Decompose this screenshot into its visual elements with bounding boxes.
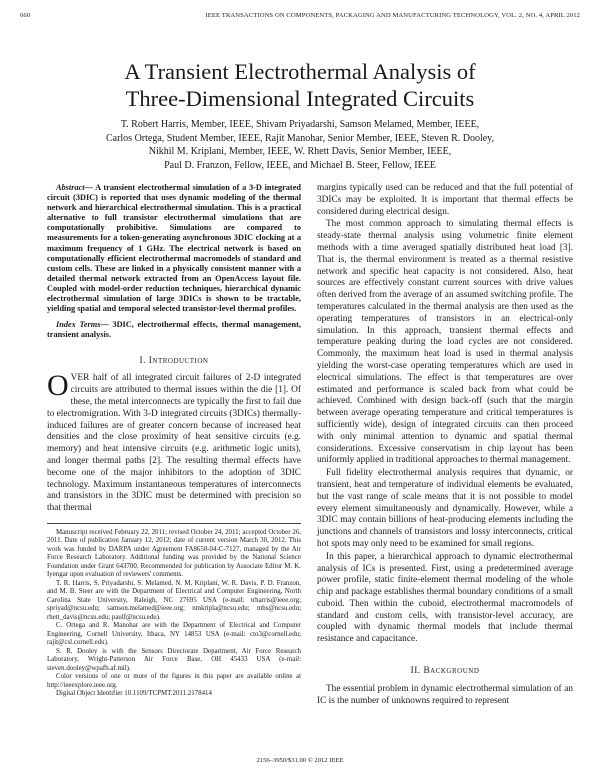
drop-cap: O: [47, 369, 69, 403]
author-line-3: Nikhil M. Kriplani, Member, IEEE, W. Rhett Davis, Senior Member, IEEE,: [148, 146, 452, 157]
left-column: [47, 183, 301, 699]
author-line-2: Carlos Ortega, Student Member, IEEE, Rajit Manohar, Senior Member, IEEE, Steven R. Dooley,: [105, 132, 495, 144]
section-heading-introduction: I. Introduction: [139, 356, 209, 367]
footnote-rule: [47, 523, 301, 524]
index-terms: Index Terms— 3DIC, electrothermal effects, thermal management, transient analysis.: [47, 320, 301, 340]
footnote-affiliation-ncsu: T. R. Harris, S. Priyadarshi, S. Melamed, N. M. Kriplani, W. R. Davis, P. D. Franzon, and M. B. Steer are with the Department of Electrical and Computer Engineering, North Carolina State University, Raleigh, NC 27695 USA (e-mail: trharris@ieee.org; spriyad@ncsu.edu; samson.melamed@ieee.org; nmkripla@ncsu.edu; mbs@ncsu.edu; rhett_davis@ncsu.edu; paulf@ncsu.edu).: [47, 579, 301, 621]
right-column: [317, 183, 573, 708]
index-terms-text: 3DIC, electrothermal effects, thermal management, transient analysis.: [47, 320, 301, 340]
footnote-affiliation-cornell: C. Ortega and R. Manohar are with the Department of Electrical and Computer Engineering, Cornell University, Ithaca, NY 14853 USA (e-mail: cto3@cornell.edu; rajit@csl.cornell.edu).: [47, 622, 301, 647]
author-line-1: T. Robert Harris, Member, IEEE, Shivam Priyadarshi, Samson Melamed, Member, IEEE,: [120, 119, 480, 130]
intro-lead-word: VER: [70, 373, 90, 384]
abstract: Abstract— A transient electrothermal simulation of a 3-D integrated circuit (3DIC) is reported that uses dynamic modeling of the thermal network and hierarchical electrothermal simulation. This is a practical alternative to full transistor electrothermal simulations that are computationally prohibitive. Simulations are compared to measurements for a token-generating asynchronous 3DIC clocking at a maximum frequency of 1 GHz. The electrical network is based on computationally efficient electrothermal macromodels of standard and custom cells. These are linked in a physically consistent manner with a detailed thermal network extracted from an OpenAccess layout file. Coupled with model-order reduction techniques, hierarchical dynamic electrothermal simulation of large 3DICs is shown to be tractable, yielding spatial and temporal selected transistor-level thermal profiles.: [47, 183, 301, 314]
footnotes: [47, 529, 301, 699]
footnote-manuscript: Manuscript received February 22, 2011; revised October 24, 2011; accepted October 26, 2011. Date of publication January 12, 2012; date of current version March 30, 2012. This work was funded by DARPA under Agreement FA8650-04-C-7127, managed by the Air Force Research Laboratory. Additional funding was provided by the National Science Foundation under Grant 643700. Recommended for publication by Associate Editor M. K. Iyengar upon evaluation of reviewers' comments.: [47, 528, 301, 579]
page-number: 660: [20, 12, 31, 19]
author-line-4: Paul D. Franzon, Fellow, IEEE, and Michael B. Steer, Fellow, IEEE: [164, 159, 436, 171]
paper-title: [0, 58, 600, 112]
intro-paragraph: [47, 369, 301, 515]
footnote-color-versions: Color versions of one or more of the figures in this paper are available online at http://ieeexplore.ieee.org.: [47, 673, 301, 689]
author-list: [40, 118, 560, 172]
abstract-text: A transient electrothermal simulation of a 3-D integrated circuit (3DIC) is reported that uses dynamic modeling of the thermal network and hierarchical electrothermal simulation. This is a practical alternative to full transistor electrothermal simulations that are computationally prohibitive. Simulations are compared to measurements for a token-generating asynchronous 3DIC clocking at a maximum frequency of 1 GHz. The electrical network is based on computationally efficient electrothermal macromodels of standard and custom cells. These are linked in a physically consistent manner with a detailed thermal network extracted from an OpenAccess layout file. Coupled with model-order reduction techniques, hierarchical dynamic electrothermal simulation of large 3DICs is shown to be tractable, yielding spatial and temporal selected transistor-level thermal profiles.: [47, 183, 301, 314]
title-line-2: Three-Dimensional Integrated Circuits: [125, 86, 475, 111]
title-line-1: A Transient Electrothermal Analysis of: [124, 59, 476, 84]
section-heading-background: II. Background: [410, 666, 480, 677]
body-paragraph: margins typically used can be reduced and that the full potential of 3DICs may be exploited. It is important that thermal effects be considered during electrical design.: [317, 183, 573, 217]
body-paragraph: The essential problem in dynamic electrothermal simulation of an IC is the number of unknowns required to represent: [317, 684, 573, 706]
index-terms-label: Index Terms: [56, 320, 101, 330]
footnote-doi: Digital Object Identifier 10.1109/TCPMT.2011.2178414: [56, 690, 212, 698]
copyright-line: 2156–3950/$31.00 © 2012 IEEE: [256, 757, 344, 764]
footnote-affiliation-afrl: S. R. Dooley is with the Sensors Directorate Department, Air Force Research Laboratory, Wright-Patterson Air Force Base, OH 45433 USA (e-mail: steven.dooley@wpafb.af.mil).: [47, 647, 301, 672]
abstract-label: Abstract: [56, 183, 85, 192]
intro-text: half of all integrated circuit failures of 2-D integrated circuits are attributed to thermal issues within the die [1]. Of these, the metal interconnects are typically the first to fail due to electromigration. With 3-D integrated circuits (3DICs) thermally-induced failures are of greater concern because of increased heat densities and the close proximity of heat sensitive circuits (e.g. memory) and heat intensive circuits (e.g. arithmetic logic units), and longer thermal paths [2]. The resulting thermal effects have become one of the major inhibitors to the adoption of 3DIC technology. Maximum instantaneous temperatures of interconnects and transistors in the 3DIC must be determined with precision so that thermal: [47, 373, 301, 514]
body-paragraph: Full fidelity electrothermal analysis requires that dynamic, or transient, heat and temperature of individual elements be evaluated, but the vast range of scale means that it is not possible to model every element simultaneously and dynamically. However, while a 3DIC may contain billions of heat-producing elements including the junctions and channels of transistors and lossy interconnects, critical hot spots may only need to be examined for small regions.: [317, 468, 573, 549]
body-paragraph: In this paper, a hierarchical approach to dynamic electrothermal analysis of ICs is presented. First, using a predetermined average power profile, static finite-element thermal modeling of the whole chip and package establishes thermal boundary conditions of a small cuboid. Then within the cuboid, electrothermal macromodels of standard and custom cells, with transistor-level accuracy, are coupled with dynamic thermal models that include thermal resistance and capacitance.: [317, 551, 573, 645]
body-paragraph: The most common approach to simulating thermal effects is steady-state thermal analysis using volumetric finite element methods with a time averaged spatially distributed heat load [3]. That is, the thermal environment is treated as a thermal resistive network and specific heat capacity is not considered. Also, heat sources are effectively constant current sources with drive values often derived from the average of an assumed switching profile. The temperatures calculated in the thermal analysis are then used as the operating temperatures of transistors in an electrical-only simulation. In this approach, transient thermal effects and temperature peaking during the load cycles are not considered. Commonly, the maximum heat load is used in thermal analysis yielding the worst-case operating temperatures which are used in electrical simulations. The effect is that temperatures are over estimated and performance is scaled back from what could be achieved. Combined with design back-off (such that the margin between average operating temperature and critical temperatures is sufficiently wide), design of integrated circuits can then proceed with only minimal attention to dynamic and spatial thermal considerations. Excessive conservatism in chip layout has been uniformly applied in traditional approaches to thermal management.: [317, 219, 573, 466]
journal-name: IEEE TRANSACTIONS ON COMPONENTS, PACKAGING AND MANUFACTURING TECHNOLOGY, VOL. 2, NO. 4, APRIL 2012: [205, 12, 580, 19]
